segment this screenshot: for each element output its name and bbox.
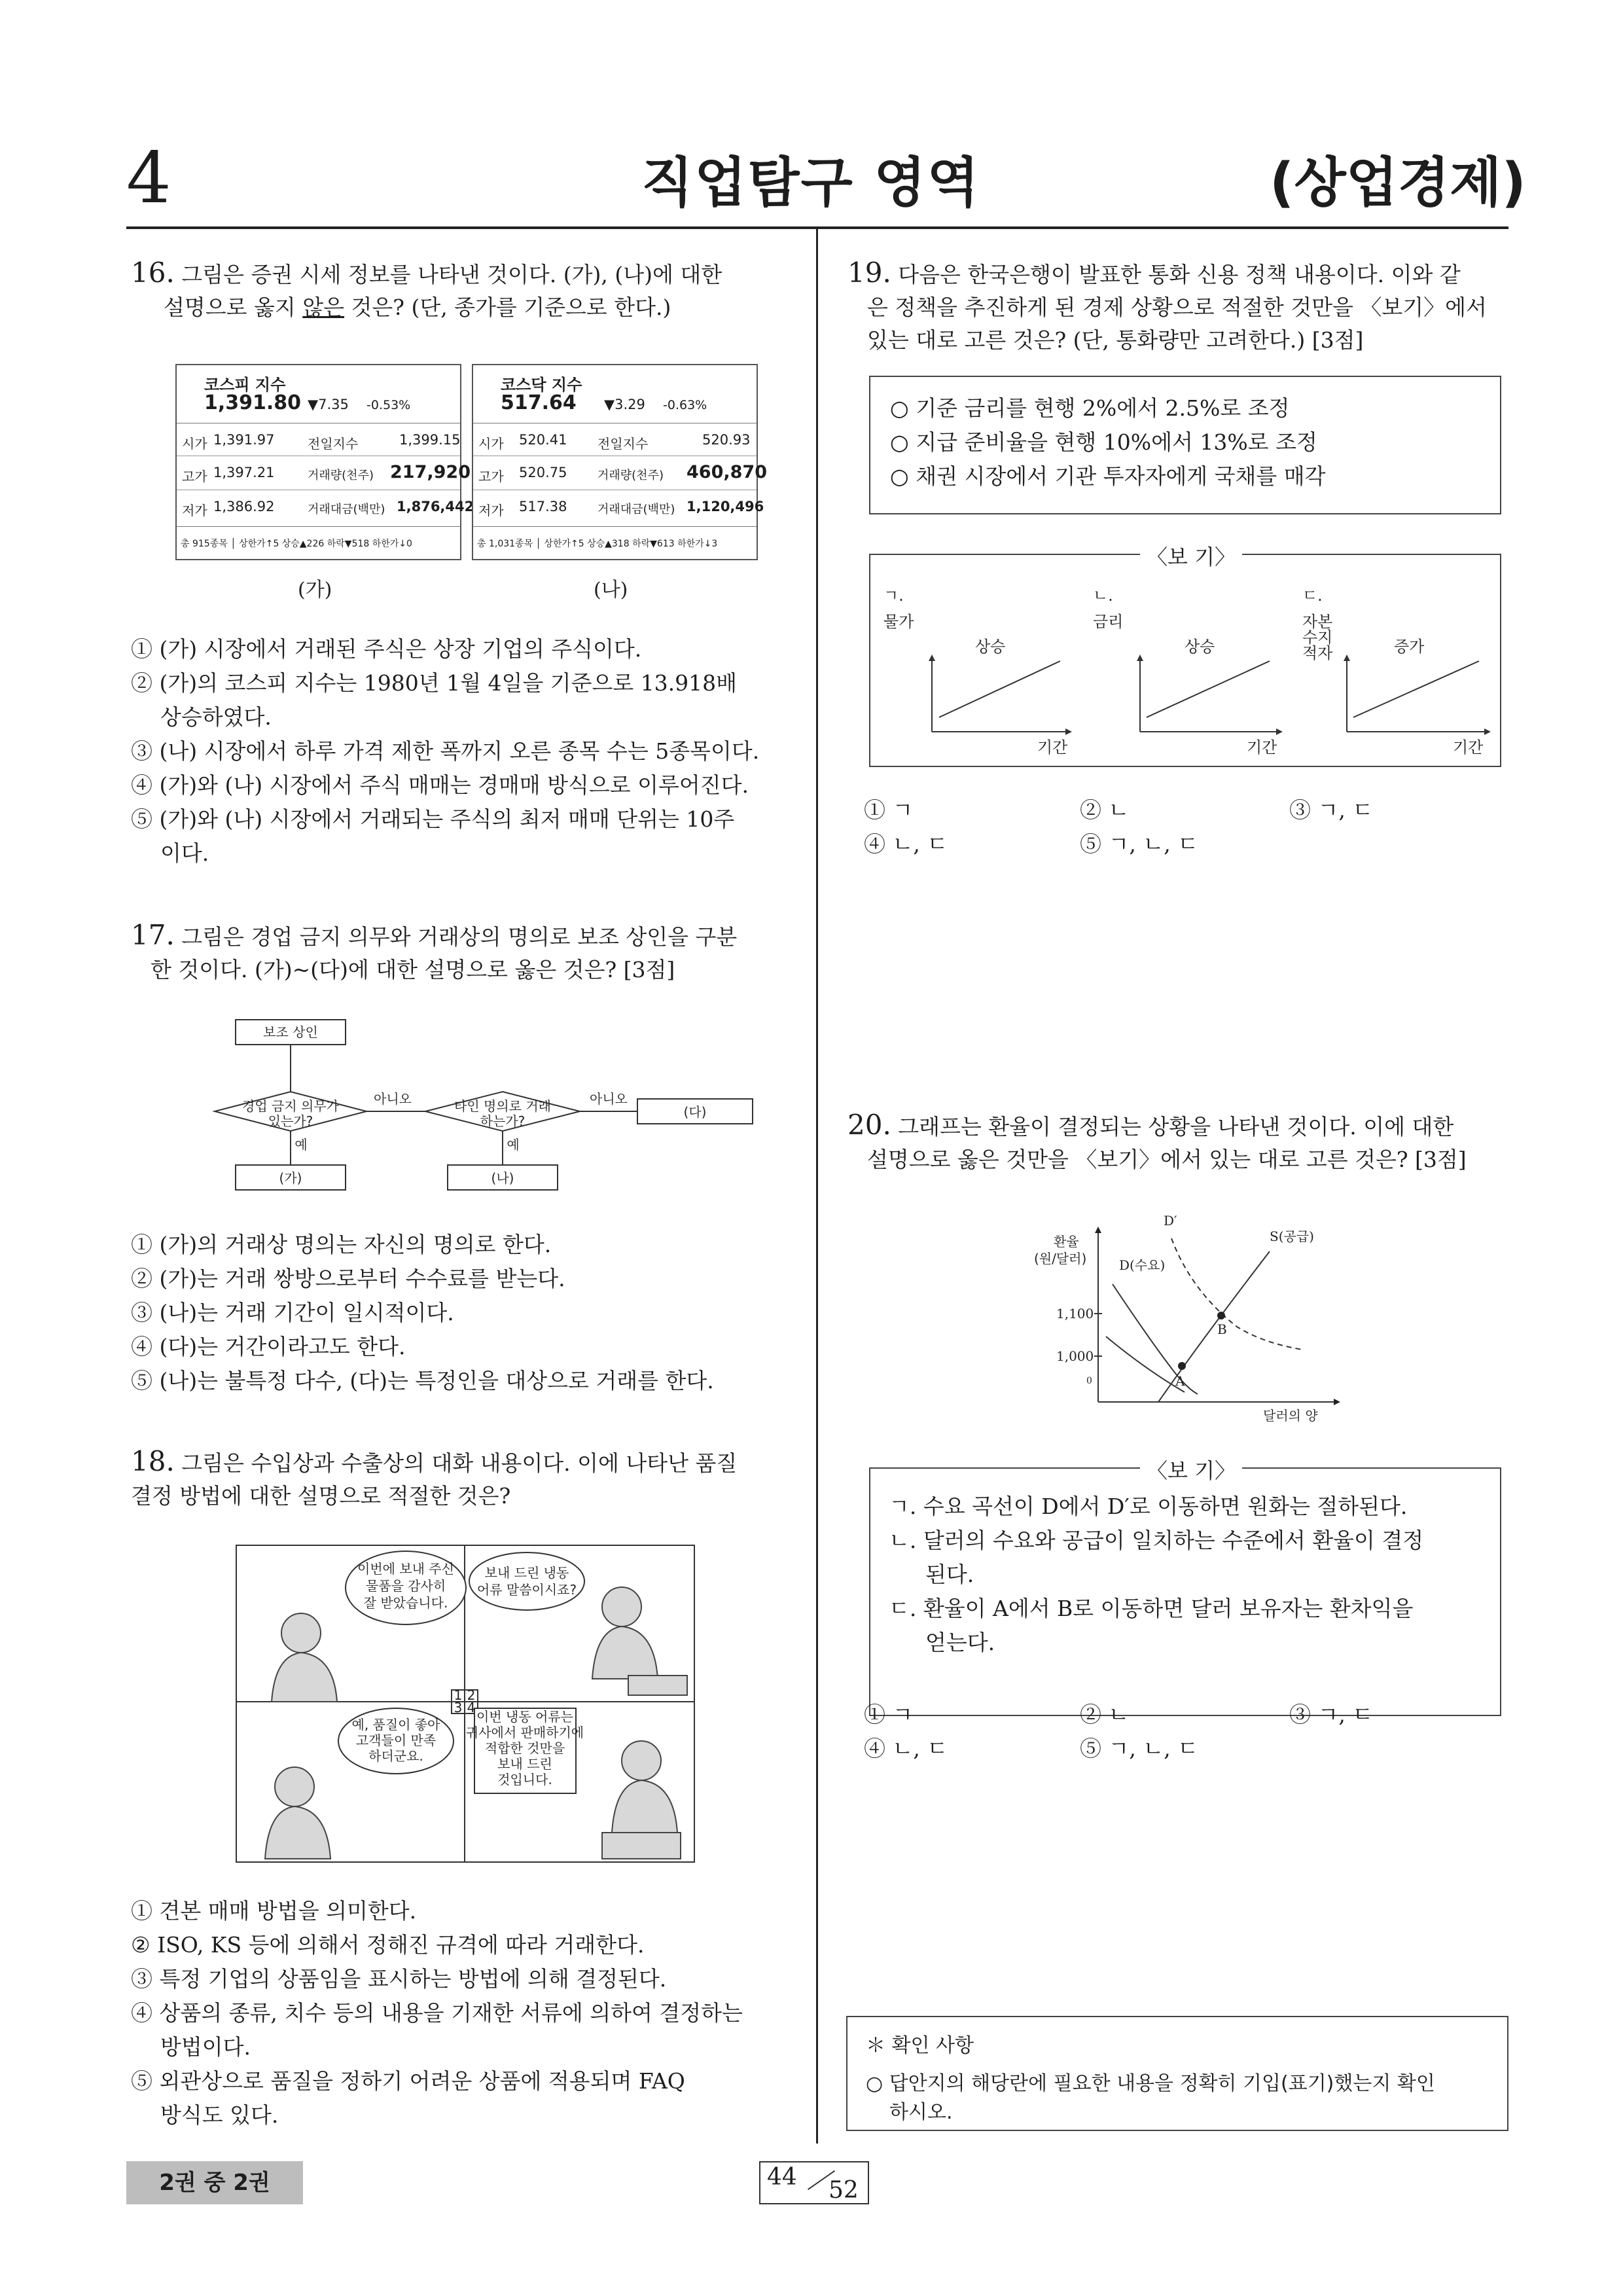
flow-yes2: 예 (507, 1137, 520, 1153)
q19-text-line3: 있는 대로 고른 것은? (단, 통화량만 고려한다.) [3점] (867, 327, 1364, 353)
q17-option-2[interactable]: ② (가)는 거래 쌍방으로부터 수수료를 받는다. (131, 1266, 565, 1291)
kospi-pct: -0.53% (366, 398, 411, 412)
q19-text-line1: 다음은 한국은행이 발표한 통화 신용 정책 내용이다. 이와 같 (898, 262, 1461, 287)
kosdaq-vol: 460,870 (687, 462, 767, 482)
q19-answer-2[interactable]: ② ㄴ (1080, 797, 1130, 823)
q16-option-2[interactable]: ② (가)의 코스피 지수는 1980년 1월 4일을 기준으로 13.918배 (131, 670, 738, 696)
volume-tab: 2권 중 2권 (126, 2161, 303, 2204)
q18-number: 18. (131, 1445, 175, 1477)
question-16 (131, 257, 792, 324)
q20-item-3: ㄷ. 환율이 A에서 B로 이동하면 달러 보유자는 환차익을 (889, 1596, 1414, 1621)
point-b (1217, 1312, 1225, 1319)
kospi-high-label: 고가 (182, 469, 207, 484)
graph-3-curve-label: 증가 (1394, 637, 1425, 656)
q20-number: 20. (847, 1109, 891, 1141)
q17-option-4[interactable]: ④ (다)는 거간이라고도 한다. (131, 1334, 406, 1359)
notice-line1: ○ 답안지의 해당란에 필요한 내용을 정확히 기입(표기)했는지 확인 (866, 2072, 1435, 2095)
graph-ylabel-1: 환율 (1054, 1234, 1079, 1249)
q16-option-4[interactable]: ④ (가)와 (나) 시장에서 주식 매매는 경매매 방식으로 이루어진다. (131, 772, 749, 798)
kospi-high: 1,397.21 (213, 465, 275, 480)
graph-1-tag: ㄱ. (883, 586, 904, 605)
graph-1-xlabel: 기간 (1037, 738, 1068, 757)
kospi-prev-label: 전일지수 (308, 436, 359, 452)
graph-3-line (1353, 661, 1479, 717)
flow-d1-line1: 경업 금지 의무가 (242, 1098, 339, 1114)
question-18 (131, 1445, 792, 1513)
bubble-3-line3: 하더군요. (368, 1748, 423, 1764)
bubble-4-line4: 보내 드린 (497, 1756, 552, 1772)
graph-2-xlabel: 기간 (1247, 738, 1277, 757)
kosdaq-vol-label: 거래량(천주) (597, 469, 664, 482)
q19-answer-3[interactable]: ③ ㄱ, ㄷ (1289, 797, 1374, 823)
kosdaq-prev-label: 전일지수 (597, 436, 649, 452)
page-current: 44 (767, 2164, 797, 2191)
q18-option-3[interactable]: ③ 특정 기업의 상품임을 표시하는 방법에 의해 결정된다. (131, 1966, 667, 1992)
q16-option-5[interactable]: ⑤ (가)와 (나) 시장에서 거래되는 주식의 최저 매매 단위는 10주 (131, 806, 735, 832)
flow-top-label: 보조 상인 (263, 1024, 318, 1040)
bubble-4-line2: 귀사에서 판매하기에 (465, 1725, 584, 1740)
bubble-2-line1: 보내 드린 냉동 (484, 1565, 569, 1581)
q17-option-3[interactable]: ③ (나)는 거래 기간이 일시적이다. (131, 1300, 454, 1325)
bubble-1-line3: 잘 받았습니다. (363, 1595, 448, 1611)
graph-tick-1000: 1,000 (1056, 1348, 1094, 1364)
kospi-open: 1,391.97 (213, 432, 275, 448)
graph-3-ylabel-3: 적자 (1302, 644, 1333, 662)
panel-num-2: 2 (467, 1687, 476, 1703)
kospi-title: 코스피 지수 (204, 376, 286, 394)
q16-option-5-cont: 이다. (160, 840, 209, 866)
q20-answer-3[interactable]: ③ ㄱ, ㄷ (1289, 1702, 1374, 1727)
graph-label-b: B (1217, 1321, 1227, 1337)
q16-label-na: (나) (594, 579, 628, 601)
bubble-2 (469, 1552, 584, 1610)
q17-option-5[interactable]: ⑤ (나)는 불특정 다수, (다)는 특정인을 대상으로 거래를 한다. (131, 1368, 714, 1393)
notice-box (846, 2016, 1508, 2131)
q16-option-2-cont: 상승하였다. (160, 704, 272, 730)
q19-graphs (877, 575, 1495, 764)
flow-no1: 아니오 (374, 1091, 412, 1107)
q19-policy-3: ○ 채권 시장에서 기관 투자자에게 국채를 매각 (890, 463, 1326, 489)
q19-policy-2: ○ 지급 준비율을 현행 10%에서 13%로 조정 (890, 429, 1317, 455)
graph-3-xlabel: 기간 (1453, 738, 1484, 757)
q19-answer-1[interactable]: ① ㄱ (864, 797, 914, 823)
q20-bogi-title: 〈보 기〉 (1140, 1454, 1242, 1484)
demand-lower (1106, 1336, 1185, 1392)
q16-text-line2b: 것은? (단, 종가를 기준으로 한다.) (344, 295, 671, 320)
graph-label-supply: S(공급) (1270, 1229, 1314, 1244)
q18-option-2[interactable]: ② ISO, KS 등에 의해서 정해진 규격에 따라 거래한다. (131, 1932, 645, 1958)
column-divider (816, 229, 818, 2144)
q17-text-line2: 한 것이다. (가)~(다)에 대한 설명으로 옳은 것은? [3점] (151, 957, 675, 982)
panel-num-1: 1 (454, 1687, 463, 1703)
graph-1-line (939, 661, 1060, 717)
q19-number: 19. (847, 257, 891, 289)
kosdaq-low-label: 저가 (478, 503, 504, 518)
graph-label-dprime: D′ (1164, 1213, 1177, 1229)
q17-options (131, 1228, 805, 1398)
panel-num-4: 4 (467, 1700, 476, 1715)
q18-options (131, 1894, 805, 2132)
graph-2-ylabel: 금리 (1093, 613, 1124, 631)
q16-text-line2a: 설명으로 옳지 (164, 295, 303, 320)
kosdaq-footer: 총 1,031종목 │ 상한가↑5 상승▲318 하락▼613 하한가↓3 (477, 539, 718, 549)
kosdaq-high-label: 고가 (478, 469, 504, 484)
graph-2-tag: ㄴ. (1093, 586, 1113, 605)
flow-no2: 아니오 (590, 1091, 628, 1107)
q19-text-line2: 은 정책을 추진하게 된 경제 상황으로 적절한 것만을 〈보기〉에서 (867, 295, 1487, 320)
graph-origin: 0 (1086, 1376, 1092, 1386)
q17-option-1[interactable]: ① (가)의 거래상 명의는 자신의 명의로 한다. (131, 1232, 552, 1257)
graph-1-ylabel: 물가 (883, 613, 914, 631)
flow-ga: (가) (279, 1170, 302, 1186)
graph-label-a: A (1175, 1373, 1185, 1389)
q20-item-3-cont: 얻는다. (925, 1630, 995, 1655)
q19-policy-1: ○ 기준 금리를 현행 2%에서 2.5%로 조정 (890, 395, 1290, 421)
question-19 (847, 257, 1508, 357)
kosdaq-open-label: 시가 (478, 436, 504, 452)
graph-2-curve-label: 상승 (1185, 637, 1215, 656)
kosdaq-pct: -0.63% (663, 398, 707, 412)
q17-number: 17. (131, 919, 175, 951)
kosdaq-title: 코스닥 지수 (501, 376, 582, 394)
q16-text-line1: 그림은 증권 시세 정보를 나타낸 것이다. (가), (나)에 대한 (181, 262, 722, 287)
graph-1-curve-label: 상승 (975, 637, 1006, 656)
q18-option-4[interactable]: ④ 상품의 종류, 치수 등의 내용을 기재한 서류에 의하여 결정하는 (131, 2000, 743, 2026)
q20-answer-1[interactable]: ① ㄱ (864, 1702, 914, 1727)
bubble-4-line1: 이번 냉동 어류는 (476, 1709, 573, 1725)
q20-bogi-items (889, 1490, 1491, 1660)
q20-exchange-graph (1021, 1212, 1361, 1428)
bubble-2-line2: 어류 말씀이시죠? (476, 1582, 577, 1598)
kospi-change: ▼7.35 (308, 397, 349, 412)
kospi-footer: 총 915종목 │ 상한가↑5 상승▲226 하락▼518 하한가↓0 (181, 539, 412, 549)
q18-text-line1: 그림은 수입상과 수출상의 대화 내용이다. 이에 나타난 품질 (181, 1450, 738, 1476)
q20-answer-4[interactable]: ④ ㄴ, ㄷ (864, 1736, 948, 1761)
subject-title: (상업경제) (1270, 152, 1526, 214)
graph-3-tag: ㄷ. (1302, 586, 1323, 605)
point-a (1178, 1362, 1186, 1370)
bubble-3-line1: 예, 품질이 좋아 (351, 1717, 440, 1732)
q16-option-1[interactable]: ① (가) 시장에서 거래된 주식은 상장 기업의 주식이다. (131, 636, 642, 662)
q20-text-line1: 그래프는 환율이 결정되는 상황을 나타낸 것이다. 이에 대한 (898, 1114, 1454, 1139)
notice-line2: 하시오. (889, 2101, 953, 2124)
bubble-1-line1: 이번에 보내 주신 (357, 1561, 454, 1577)
flow-yes1: 예 (294, 1137, 308, 1153)
flow-d2-line1: 타인 명의로 거래 (454, 1098, 551, 1114)
kospi-box (175, 364, 474, 560)
kospi-vol: 217,920 (390, 462, 471, 482)
q19-policy-box (869, 376, 1501, 514)
q18-option-5[interactable]: ⑤ 외관상으로 품질을 정하기 어려운 상품에 적용되며 FAQ (131, 2068, 685, 2094)
flow-na: (나) (491, 1170, 514, 1186)
kosdaq-amt-label: 거래대금(백만) (597, 503, 675, 516)
graph-xlabel: 달러의 양 (1263, 1408, 1318, 1424)
bubble-4-line5: 것입니다. (497, 1772, 552, 1787)
kosdaq-box (472, 364, 767, 560)
q17-text-line1: 그림은 경업 금지 의무와 거래상의 명의로 보조 상인을 구분 (181, 924, 738, 950)
q18-comic (236, 1545, 695, 1863)
flow-d1-line2: 있는가? (268, 1113, 313, 1129)
graph-ylabel-2: (원/달러) (1034, 1251, 1087, 1266)
graph-tick-1100: 1,100 (1056, 1306, 1094, 1321)
kospi-low: 1,386.92 (213, 499, 275, 514)
kosdaq-high: 520.75 (519, 465, 567, 480)
q18-option-4-cont: 방법이다. (160, 2034, 251, 2060)
flow-da: (다) (683, 1104, 707, 1120)
graph-label-demand: D(수요) (1119, 1257, 1166, 1273)
q19-answer-4[interactable]: ④ ㄴ, ㄷ (864, 831, 948, 857)
kospi-amt-label: 거래대금(백만) (308, 503, 385, 516)
flow-d2-line2: 하는가? (480, 1113, 526, 1129)
bubble-4-line3: 적합한 것만을 (484, 1740, 565, 1756)
question-17 (131, 919, 792, 986)
q20-text-line2: 설명으로 옳은 것만을 〈보기〉에서 있는 대로 고른 것은? [3점] (867, 1147, 1467, 1172)
bubble-3-line2: 고객들이 만족 (355, 1732, 437, 1748)
kosdaq-prev: 520.93 (702, 432, 751, 448)
bubble-1-line2: 물품을 감사히 (365, 1578, 446, 1594)
panel-num-3: 3 (454, 1700, 463, 1715)
q18-text-line2: 결정 방법에 대한 설명으로 적절한 것은? (131, 1483, 511, 1509)
kosdaq-index: 517.64 (501, 391, 577, 414)
question-20 (847, 1109, 1508, 1176)
q20-item-2-cont: 된다. (925, 1562, 974, 1587)
q18-option-1[interactable]: ① 견본 매매 방법을 의미한다. (131, 1898, 417, 1924)
q19-bogi-title: 〈보 기〉 (1140, 541, 1242, 571)
q18-option-5-cont: 방식도 있다. (160, 2102, 279, 2128)
q19-answer-5[interactable]: ⑤ ㄱ, ㄴ, ㄷ (1080, 831, 1199, 857)
kospi-open-label: 시가 (182, 436, 207, 452)
kospi-low-label: 저가 (182, 503, 207, 518)
kospi-amt: 1,876,442 (397, 499, 474, 514)
page-title: 직업탐구 영역 (641, 152, 980, 214)
q16-text-underlined: 않은 (302, 295, 345, 320)
graph-3-ylabel-2: 수지 (1302, 628, 1333, 647)
q16-number: 16. (131, 257, 175, 289)
demand-curve (1113, 1284, 1198, 1394)
kospi-vol-label: 거래량(천주) (308, 469, 374, 482)
q16-option-3[interactable]: ③ (나) 시장에서 하루 가격 제한 폭까지 오른 종목 수는 5종목이다. (131, 738, 760, 764)
graph-2-line (1147, 661, 1270, 717)
q16-options (131, 632, 805, 870)
page-total: 52 (829, 2177, 859, 2204)
kosdaq-amt: 1,120,496 (687, 499, 764, 514)
notice-title: ＊ 확인 사항 (866, 2034, 974, 2057)
kospi-prev: 1,399.15 (399, 432, 461, 448)
kosdaq-change: ▼3.29 (604, 397, 645, 412)
page-box (759, 2161, 869, 2204)
q19-policies (890, 391, 1326, 493)
q20-item-1: ㄱ. 수요 곡선이 D에서 D′로 이동하면 원화는 절하된다. (889, 1494, 1408, 1519)
graph-3-ylabel-1: 자본 (1302, 613, 1333, 631)
kospi-index: 1,391.80 (204, 391, 302, 414)
q20-answer-5[interactable]: ⑤ ㄱ, ㄴ, ㄷ (1080, 1736, 1199, 1761)
q17-flowchart (196, 1014, 785, 1204)
kosdaq-low: 517.38 (519, 499, 567, 514)
kosdaq-open: 520.41 (519, 432, 567, 448)
q16-label-ga: (가) (298, 579, 332, 601)
q20-item-2: ㄴ. 달러의 수요와 공급이 일치하는 수준에서 환율이 결정 (889, 1528, 1424, 1553)
page-number: 4 (126, 137, 171, 219)
q20-answer-2[interactable]: ② ㄴ (1080, 1702, 1130, 1727)
